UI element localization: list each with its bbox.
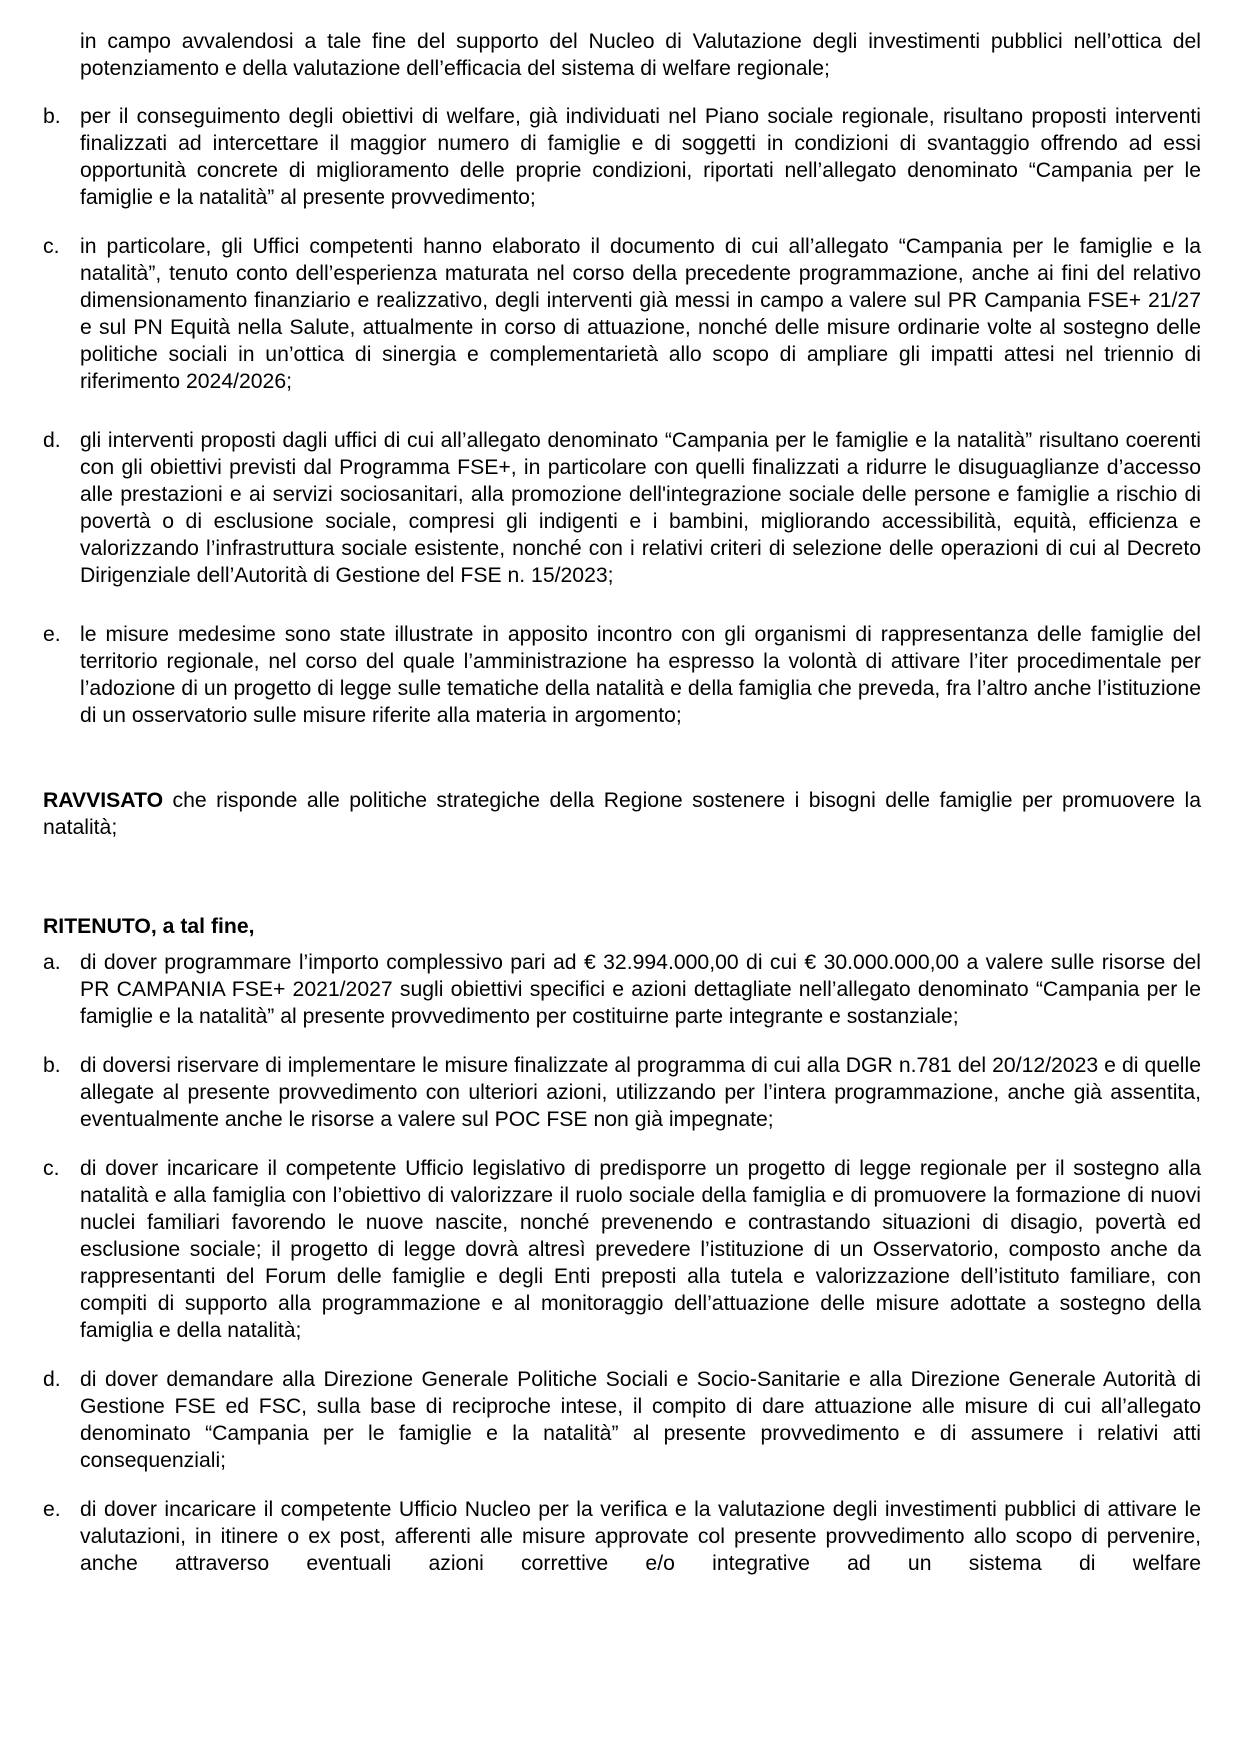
list-marker: d. [43,429,61,452]
ravvisato-keyword: RAVVISATO [43,789,164,812]
list-item-text: di dover incaricare il competente Ufficio legislativo di predisporre un progetto di legge regionale per il sostegno alla natalità e alla famiglia con l’obiettivo di valorizzare il ruolo sociale della famiglia e di promuovere la formazione di nuovi nuclei familiari favorendo le nuove nascite, nonché prevenendo e contrastando situazioni di disagio, povertà ed esclusione sociale; il progetto di legge dovrà altresì prevedere l’istituzione di un Osservatorio, composto anche da rappresentanti del Forum delle famiglie e degli Enti preposti alla tutela e valorizzazione dell’istituto familiare, con compiti di supporto alla programmazione e al monitoraggio dell’attuazione delle misure adottate a sostegno della famiglia e della natalità; [80,1157,1201,1342]
list-marker: a. [43,951,61,974]
ravvisato-paragraph [43,787,1201,841]
document-page [43,28,1201,1577]
list-item-text: di dover incaricare il competente Ufficio Nucleo per la verifica e la valutazione degli investimenti pubblici di attivare le valutazioni, in itinere o ex post, afferenti alle misure approvate col presente provvedimento allo scopo di pervenire, anche attraverso eventuali azioni correttive e/o integrative ad un sistema di welfare [80,1498,1201,1575]
list-item-text: le misure medesime sono state illustrate in apposito incontro con gli organismi di rappresentanza delle famiglie del territorio regionale, nel corso del quale l’amministrazione ha espresso la volontà di attivare l’iter procedimentale per l’adozione di un progetto di legge sulle tematiche della natalità e della famiglia che preveda, fra l’altro anche l’istituzione di un osservatorio sulle misure riferite alla materia in argomento; [80,623,1201,727]
list-item [43,103,1201,211]
list-item [43,233,1201,395]
list-marker: c. [43,1157,60,1180]
list-item [43,621,1201,729]
continuation-paragraph: in campo avvalendosi a tale fine del supporto del Nucleo di Valutazione degli investimenti pubblici nell’ottica del potenziamento e della valutazione dell’efficacia del sistema di welfare regionale; [80,30,1201,80]
list-marker: e. [43,623,61,646]
list-marker: c. [43,235,60,258]
list-item-text: di dover demandare alla Direzione Generale Politiche Sociali e Socio-Sanitarie e alla Direzione Generale Autorità di Gestione FSE ed FSC, sulla base di reciproche intese, il compito di dare attuazione alle misure di cui all’allegato denominato “Campania per le famiglie e la natalità” al presente provvedimento e di assumere i relativi atti consequenziali; [80,1368,1201,1472]
list-item-text: gli interventi proposti dagli uffici di cui all’allegato denominato “Campania per le famiglie e la natalità” risultano coerenti con gli obiettivi previsti dal Programma FSE+, in particolare con quelli finalizzati a ridurre le disuguaglianze d’accesso alle prestazioni e ai servizi sociosanitari, alla promozione dell'integrazione sociale delle persone e famiglie a rischio di povertà o di esclusione sociale, compresi gli indigenti e i bambini, migliorando accessibilità, equità, efficienza e valorizzando l’infrastruttura sociale esistente, nonché con i relativi criteri di selezione delle operazioni di cui al Decreto Dirigenziale dell’Autorità di Gestione del FSE n. 15/2023; [80,429,1201,587]
list-item [43,427,1201,589]
list-item-text: di doversi riservare di implementare le misure finalizzate al programma di cui alla DGR n.781 del 20/12/2023 e di quelle allegate al presente provvedimento con ulteriori azioni, utilizzando per l’intera programmazione, anche già assentita, eventualmente anche le risorse a valere sul POC FSE non già impegnate; [80,1054,1201,1131]
list-marker: e. [43,1498,61,1521]
list-marker: d. [43,1368,61,1391]
ravvisato-text: che risponde alle politiche strategiche della Regione sostenere i bisogni delle famiglie per promuovere la natalità; [43,789,1201,839]
ritenuto-heading: RITENUTO, a tal fine, [43,915,255,938]
list-item [43,1155,1201,1344]
list-item-text: in particolare, gli Uffici competenti hanno elaborato il documento di cui all’allegato “Campania per le famiglie e la natalità”, tenuto conto dell’esperienza maturata nel corso della precedente programmazione, anche ai fini del relativo dimensionamento finanziario e realizzativo, degli interventi già messi in campo a valere sul PR Campania FSE+ 21/27 e sul PN Equità nella Salute, attualmente in corso di attuazione, nonché delle misure ordinarie volte al sostegno delle politiche sociali in un’ottica di sinergia e complementarietà allo scopo di ampliare gli impatti attesi nel triennio di riferimento 2024/2026; [80,235,1201,393]
list-item [43,1496,1201,1577]
list-item [43,949,1201,1030]
list-item [43,1366,1201,1474]
list-marker: b. [43,105,61,128]
list-marker: b. [43,1054,61,1077]
list-item-text: per il conseguimento degli obiettivi di welfare, già individuati nel Piano sociale regionale, risultano proposti interventi finalizzati ad intercettare il maggior numero di famiglie e di soggetti in condizioni di svantaggio offrendo ad essi opportunità concrete di miglioramento delle proprie condizioni, riportati nell’allegato denominato “Campania per le famiglie e la natalità” al presente provvedimento; [80,105,1201,209]
list-item-text: di dover programmare l’importo complessivo pari ad € 32.994.000,00 di cui € 30.000.000,00 a valere sulle risorse del PR CAMPANIA FSE+ 2021/2027 sugli obiettivi specifici e azioni dettagliate nell’allegato denominato “Campania per le famiglie e la natalità” al presente provvedimento per costituirne parte integrante e sostanziale; [80,951,1201,1028]
list-item [43,1052,1201,1133]
